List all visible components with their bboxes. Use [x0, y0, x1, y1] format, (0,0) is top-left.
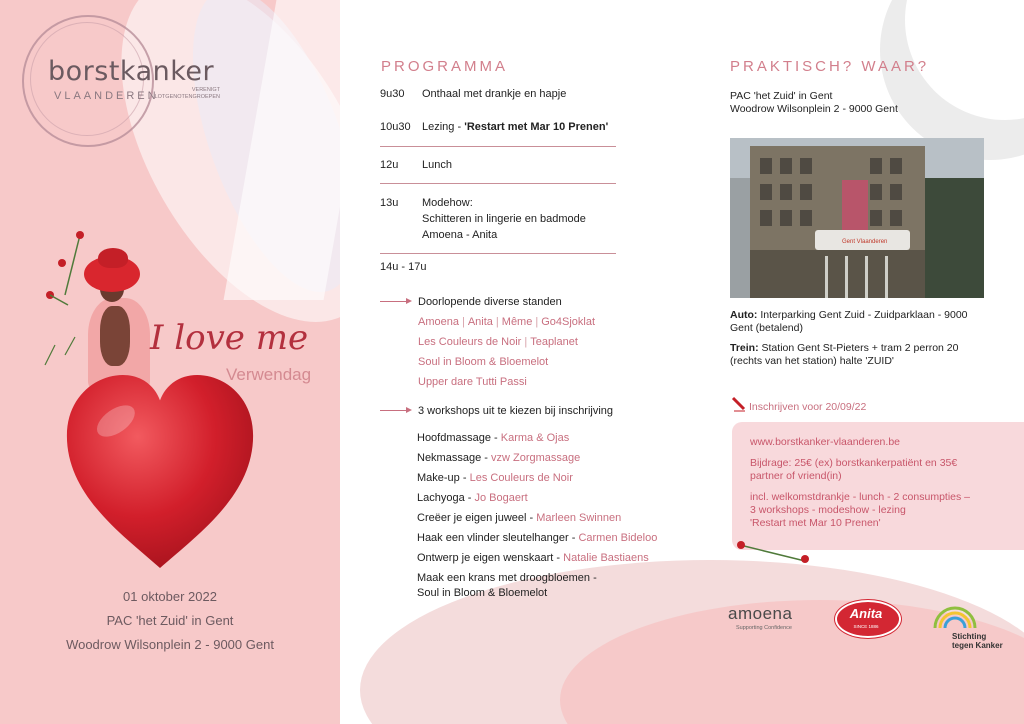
program-desc: Onthaal met drankje en hapje — [422, 88, 567, 100]
workshop-name: Lachyoga — [417, 492, 465, 504]
stand-name: Les Couleurs de Noir — [418, 336, 522, 348]
workshop-host: Soul in Bloom & Bloemelot — [417, 587, 548, 599]
anita-since: SINCE 1886 — [853, 624, 879, 629]
workshop-item: Hoofdmassage - Karma & Ojas — [417, 432, 570, 444]
venue-photo — [730, 138, 984, 298]
workshop-name: Hoofdmassage — [417, 432, 491, 444]
divider — [380, 146, 616, 147]
auto-info-line2: Gent (betalend) — [730, 322, 803, 334]
workshop-host: Les Couleurs de Noir — [469, 472, 573, 484]
stands-line — [418, 376, 527, 388]
workshop-host: Jo Bogaert — [474, 492, 528, 504]
workshop-item: Lachyoga - Jo Bogaert — [417, 492, 528, 504]
program-time: 14u - 17u — [380, 261, 427, 273]
program-subline: Amoena - Anita — [422, 229, 498, 241]
workshop-host: Carmen Bideloo — [578, 532, 658, 544]
praktisch-heading: PRAKTISCH? WAAR? — [730, 58, 930, 75]
event-date: 01 oktober 2022 — [123, 589, 217, 604]
workshop-host: Natalie Bastiaens — [563, 552, 649, 564]
workshop-name: Maak een krans met droogbloemen — [417, 572, 591, 584]
stk-logo-line: Stichting — [952, 632, 987, 641]
divider — [380, 253, 616, 254]
woman-back — [100, 306, 130, 366]
workshop-host: Karma & Ojas — [500, 432, 570, 444]
program-subline: Schitteren in lingerie en badmode — [422, 213, 586, 225]
hero-panel — [0, 0, 340, 724]
stand-name: Amoena — [418, 316, 459, 328]
program-time: 10u30 — [380, 121, 411, 133]
anita-logo-text: Anita — [849, 606, 883, 621]
auto-label: Auto: — [730, 309, 758, 321]
stand-name: Teaplanet — [530, 336, 578, 348]
workshop-name: Nekmassage — [417, 452, 482, 464]
stk-logo-line: tegen Kanker — [952, 641, 1003, 650]
workshop-item: Make-up - Les Couleurs de Noir — [417, 472, 573, 484]
program-time: 13u — [380, 197, 399, 209]
logo-subtitle: VLAANDEREN — [54, 90, 159, 102]
logo-wordmark: borstkanker — [48, 56, 215, 87]
program-desc: Lezing - — [422, 121, 465, 133]
trein-info — [730, 342, 958, 355]
stand-name: Go4Sjoklat — [541, 316, 596, 328]
workshop-item: Creëer je eigen juweel - Marleen Swinnen — [417, 512, 622, 524]
workshop-host: vzw Zorgmassage — [490, 452, 581, 464]
auto-info — [730, 309, 968, 322]
event-place: PAC 'het Zuid' in Gent — [106, 613, 234, 628]
divider — [380, 183, 616, 184]
stand-name: Soul in Bloom & Bloemelot — [418, 356, 549, 368]
amoena-logo: amoena — [728, 604, 793, 623]
workshop-item: Nekmassage - vzw Zorgmassage — [417, 452, 581, 464]
workshop-item: Ontwerp je eigen wenskaart - Natalie Bastiaens — [417, 552, 649, 564]
building-illustration — [730, 138, 984, 298]
arrow-icon — [380, 301, 410, 302]
stands-line: Les Couleurs de Noir | Teaplanet — [418, 336, 578, 348]
bijdrage-line: Bijdrage: 25€ (ex) borstkankerpatiënt en 35€ — [750, 457, 958, 469]
heart-illustration — [62, 365, 258, 575]
trein-info-line2: (rechts van het station) halte 'ZUID' — [730, 355, 894, 367]
roses-icon — [735, 537, 815, 569]
event-title: I love me — [150, 318, 309, 358]
workshop-item: Maak een krans met droogbloemen - — [417, 572, 597, 584]
building-sign-text: Gent Vlaanderen — [842, 239, 888, 245]
pen-icon — [731, 396, 747, 412]
auto-text: Interparking Gent Zuid - Zuidparklaan - 9000 — [757, 309, 968, 321]
incl-line: incl. welkomstdrankje - lunch - 2 consumpties – — [750, 491, 971, 503]
bijdrage-line: partner of vriend(in) — [750, 470, 842, 482]
workshop-host: Marleen Swinnen — [536, 512, 622, 524]
workshop-name: Ontwerp je eigen wenskaart — [417, 552, 554, 564]
programma-heading: PROGRAMMA — [381, 58, 509, 75]
logo-tagline: VERENIGT LOTGENOTENGROEPEN — [154, 87, 220, 100]
program-desc-wrap — [422, 121, 608, 133]
stand-name: Upper dare Tutti Passi — [418, 376, 527, 388]
trein-label: Trein: — [730, 342, 759, 354]
program-time: 12u — [380, 159, 399, 171]
incl-line: 'Restart met Mar 10 Prenen' — [750, 517, 881, 529]
workshop-name: Make-up — [417, 472, 460, 484]
event-subtitle: Verwendag — [226, 365, 312, 384]
workshop-name: Haak een vlinder sleutelhanger — [417, 532, 569, 544]
trein-text: Station Gent St-Pieters + tram 2 perron 20 — [758, 342, 959, 354]
workshop-item: Haak een vlinder sleutelhanger - Carmen Bideloo — [417, 532, 658, 544]
stands-line: Amoena | Anita | Même | Go4Sjoklat — [418, 316, 596, 328]
stands-line — [418, 356, 548, 368]
arrow-icon — [380, 410, 410, 411]
stand-name: Anita — [467, 316, 493, 328]
red-hat-crown — [98, 248, 128, 268]
program-desc: Lunch — [422, 159, 452, 171]
website-link[interactable]: www.borstkanker-vlaanderen.be — [750, 436, 900, 448]
inschrijven-deadline: Inschrijven voor 20/09/22 — [749, 401, 867, 413]
venue-name: PAC 'het Zuid' in Gent — [730, 90, 833, 102]
venue-address: Woodrow Wilsonplein 2 - 9000 Gent — [730, 103, 898, 115]
program-time: 9u30 — [380, 88, 405, 100]
stand-name: Même — [501, 316, 533, 328]
incl-line: 3 workshops - modeshow - lezing — [750, 504, 906, 516]
rainbow-icon — [930, 600, 980, 630]
program-highlight: 'Restart met Mar 10 Prenen' — [464, 121, 609, 133]
event-address: Woodrow Wilsonplein 2 - 9000 Gent — [66, 637, 274, 652]
amoena-tagline: Supporting Confidence — [736, 625, 792, 631]
program-desc: Modehow: — [422, 197, 473, 209]
workshops-heading: 3 workshops uit te kiezen bij inschrijving — [418, 405, 614, 417]
stands-heading: Doorlopende diverse standen — [418, 296, 562, 308]
workshop-name: Creëer je eigen juweel — [417, 512, 527, 524]
